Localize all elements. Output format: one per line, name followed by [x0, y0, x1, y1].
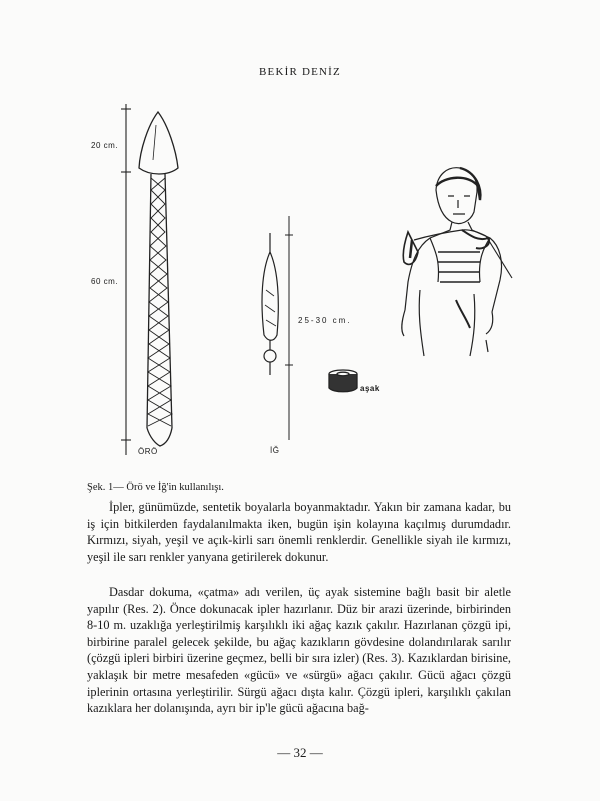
- figure-caption: Şek. 1— Örö ve İğ'in kullanılışı.: [87, 482, 224, 493]
- label-ig: İĞ: [270, 446, 280, 455]
- label-oro: ÖRÖ: [138, 447, 158, 456]
- oro-tool-drawing: [139, 112, 178, 446]
- asak-whorl-drawing: [329, 370, 357, 392]
- paragraph-2: Dasdar dokuma, «çatma» adı verilen, üç ayak sistemine bağlı basit bir aletle yapılır (Res. 2). Önce dokunacak ipler hazırlanır. Düz bir arazi üzerinde, birbirinden 8-10 m. uzaklığa yerleştirilmiş karşılıklı iki ağaç kazık çakılır. Hazırlanan çözgü ipi, birbirine paralel gelecek şekilde, bu ağaç kazıkların gövdesine dolandırılarak sarılır (çözgü ipleri birbiri üzerine geçmez, belli bir sıra izler) (Res. 3). Kazıklardan birisine, yaklaşık bir metre mesafeden «gücü» ve «sürgü» ağacı çakılır. Gücü ağacı çözgü iplerinin ortasına yerleştirilir. Sürgü ağacı dışta kalır. Çözgü ipleri, karşılıklı çakılan kazıklara her dolanışında, ayrı bir ip'le gücü ağacına bağ-: [87, 585, 511, 716]
- spinning-woman-illustration: [402, 168, 512, 356]
- label-20cm: 20 cm.: [91, 141, 119, 150]
- label-60cm: 60 cm.: [91, 277, 119, 286]
- page-number: — 32 —: [277, 745, 323, 760]
- paragraph-1: İpler, günümüzde, sentetik boyalarla boyanmaktadır. Yakın bir zamana kadar, bu iş için bitkilerden faydalanılmakta iken, bugün işin kolayına kaçılmış durumdadır. Kırmızı, siyah, yeşil ve açık-kirli sarı önemli renklerdir. Genellikle siyah ile kırmızı, yeşil ile sarı renkler yanyana getirilerek dokunur.: [87, 500, 511, 564]
- running-header: BEKİR DENİZ: [259, 66, 341, 78]
- ig-spindle-drawing: [262, 233, 278, 375]
- figure-oro-ig: [0, 90, 600, 470]
- ig-dimension-line: [285, 216, 293, 440]
- label-25-30cm: 25-30 cm.: [298, 316, 352, 325]
- oro-dimension-line: [121, 104, 131, 455]
- label-asak: aşak: [360, 384, 380, 393]
